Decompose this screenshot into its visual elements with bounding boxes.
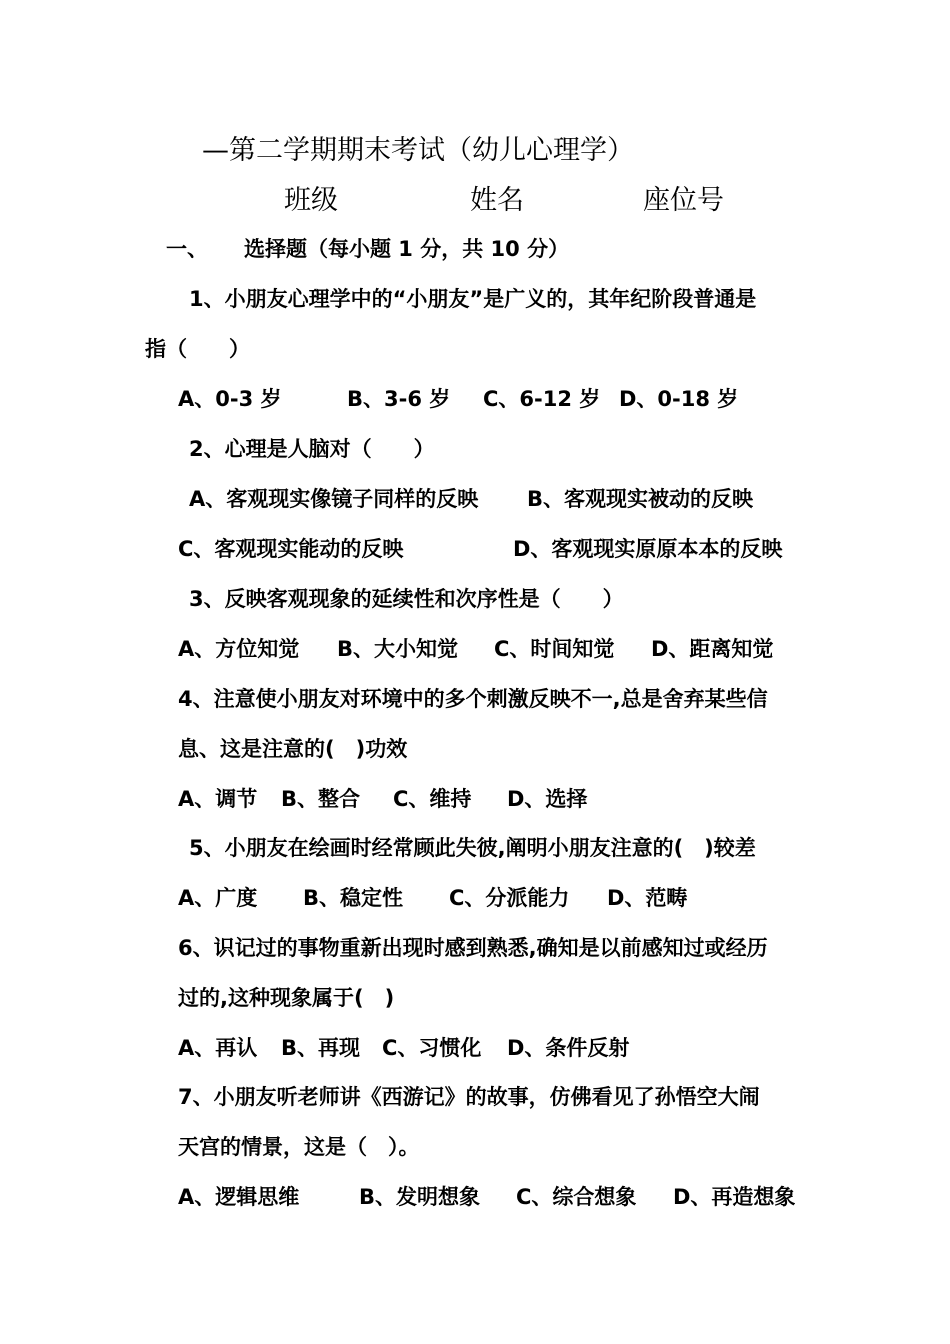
question-2-options-row-2 xyxy=(0,535,950,563)
option-a: A、调节 xyxy=(178,787,258,811)
question-4-line-2: 息、这是注意的( )功效 xyxy=(178,737,408,761)
question-5-line-1: 5、小朋友在绘画时经常顾此失彼,阐明小朋友注意的( )较差 xyxy=(189,836,756,860)
option-c: C、客观现实能动的反映 xyxy=(178,537,404,561)
question-4-line-1: 4、注意使小朋友对环境中的多个刺激反映不一,总是舍弃某些信 xyxy=(178,687,768,711)
section-heading xyxy=(0,235,950,263)
option-c: C、维持 xyxy=(393,787,472,811)
option-c: C、6-12 岁 xyxy=(483,387,601,411)
question-3-options xyxy=(0,635,950,663)
option-b: B、再现 xyxy=(281,1036,361,1060)
option-b: B、稳定性 xyxy=(303,886,404,910)
option-d: D、客观现实原原本本的反映 xyxy=(513,537,783,561)
option-b: B、发明想象 xyxy=(359,1185,481,1209)
option-b: B、客观现实被动的反映 xyxy=(527,487,754,511)
student-info-row xyxy=(0,183,950,219)
question-3-line-1: 3、反映客观现象的延续性和次序性是（ ） xyxy=(189,587,624,611)
option-a: A、广度 xyxy=(178,886,258,910)
question-6-line-1: 6、识记过的事物重新出现时感到熟悉,确知是以前感知过或经历 xyxy=(178,936,768,960)
option-c: C、习惯化 xyxy=(382,1036,482,1060)
option-c: C、分派能力 xyxy=(449,886,570,910)
option-b: B、3-6 岁 xyxy=(347,387,451,411)
option-d: D、选择 xyxy=(507,787,588,811)
section-title: 选择题（每小题 1 分，共 10 分） xyxy=(244,237,570,261)
question-2-line-1: 2、心理是人脑对（ ） xyxy=(189,437,435,461)
class-label: 班级 xyxy=(284,185,338,216)
option-c: C、综合想象 xyxy=(516,1185,637,1209)
question-1-line-2: 指（ ） xyxy=(145,337,250,361)
question-4-options xyxy=(0,785,950,813)
option-d: D、条件反射 xyxy=(507,1036,630,1060)
exam-title: —第二学期期末考试（幼儿心理学） xyxy=(202,135,634,166)
option-d: D、范畴 xyxy=(607,886,688,910)
option-d: D、距离知觉 xyxy=(651,637,774,661)
question-6-options xyxy=(0,1034,950,1062)
option-a: A、逻辑思维 xyxy=(178,1185,300,1209)
option-a: A、0-3 岁 xyxy=(178,387,282,411)
option-c: C、时间知觉 xyxy=(494,637,615,661)
option-a: A、方位知觉 xyxy=(178,637,300,661)
seat-label: 座位号 xyxy=(643,185,724,216)
option-b: B、整合 xyxy=(281,787,361,811)
question-5-options xyxy=(0,884,950,912)
name-label: 姓名 xyxy=(470,185,524,216)
question-7-line-2: 天宫的情景，这是（ ）。 xyxy=(178,1135,420,1159)
section-number: 一、 xyxy=(166,237,208,261)
question-7-options xyxy=(0,1183,950,1211)
question-1-options xyxy=(0,385,950,413)
question-2-options-row-1 xyxy=(0,485,950,513)
option-a: A、客观现实像镜子同样的反映 xyxy=(189,487,479,511)
option-d: D、0-18 岁 xyxy=(619,387,739,411)
question-7-line-1: 7、小朋友听老师讲《西游记》的故事，仿佛看见了孙悟空大闹 xyxy=(178,1085,760,1109)
question-1-line-1: 1、小朋友心理学中的“小朋友”是广义的，其年纪阶段普通是 xyxy=(189,287,757,311)
option-b: B、大小知觉 xyxy=(337,637,459,661)
option-d: D、再造想象 xyxy=(673,1185,796,1209)
option-a: A、再认 xyxy=(178,1036,258,1060)
question-6-line-2: 过的,这种现象属于( ) xyxy=(178,986,395,1010)
